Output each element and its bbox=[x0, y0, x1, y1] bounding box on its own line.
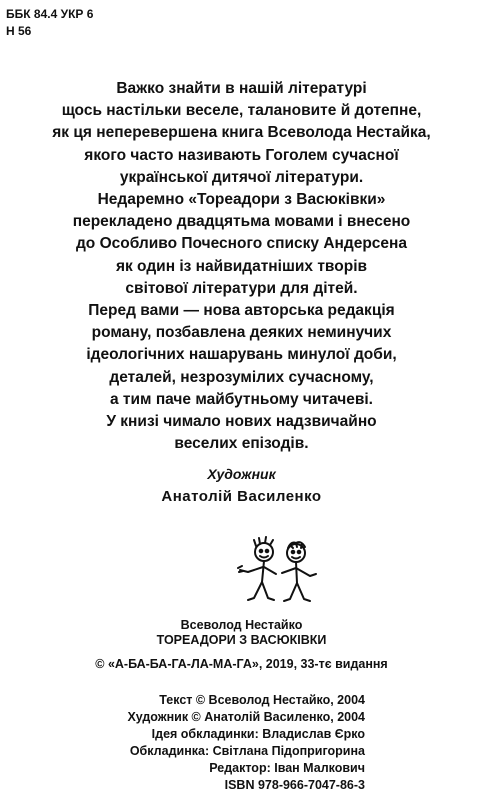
copyright-block bbox=[128, 692, 365, 794]
annotation-line: деталей, незрозумілих сучасному, bbox=[109, 368, 374, 386]
annotation-line: до Особливо Почесного списку Андерсена bbox=[75, 235, 408, 253]
illustrator-name: Анатолій Василенко bbox=[161, 488, 322, 505]
copyright-line: Редактор: Іван Малкович bbox=[209, 761, 365, 775]
annotation-line: перекладено двадцятьма мовами і внесено bbox=[72, 213, 411, 231]
annotation-line: роману, позбавлена деяких неминучих bbox=[91, 324, 392, 342]
bbk-code: ББК 84.4 УКР 6 bbox=[6, 7, 94, 21]
annotation-line: веселих епізодів. bbox=[174, 435, 309, 453]
author-name: Всеволод Нестайко bbox=[180, 618, 303, 632]
classification-codes bbox=[6, 6, 93, 40]
annotation-line: ідеологічних нашарувань минулої доби, bbox=[86, 346, 397, 364]
book-title: ТОРЕАДОРИ З ВАСЮКІВКИ bbox=[156, 633, 327, 647]
annotation-line: якого часто називають Гоголем сучасної bbox=[84, 146, 399, 164]
book-annotation bbox=[0, 78, 483, 455]
copyright-line: Ідея обкладинки: Владислав Єрко bbox=[151, 727, 365, 741]
annotation-line: як один із найвидатніших творів bbox=[115, 257, 368, 275]
illustrator-role: Художник bbox=[207, 466, 276, 482]
book-credits bbox=[0, 618, 483, 672]
annotation-line: Важко знайти в нашій літературі bbox=[116, 80, 367, 97]
annotation-line: Недаремно «Тореадори з Васюківки» bbox=[97, 191, 386, 209]
udc-code: Н 56 bbox=[6, 24, 32, 38]
two-boys-logo-icon bbox=[236, 536, 322, 608]
annotation-line: Перед вами — нова авторська редакція bbox=[88, 302, 395, 320]
annotation-line: У книзі чимало нових надзвичайно bbox=[106, 413, 377, 431]
annotation-line: а тим паче майбутньому читачеві. bbox=[110, 390, 373, 408]
isbn: ISBN 978-966-7047-86-3 bbox=[224, 778, 365, 792]
annotation-line: як ця неперевершена книга Всеволода Нестайка, bbox=[52, 124, 431, 142]
publisher-line: © «А-БА-БА-ГА-ЛА-МА-ГА», 2019, 33-тє видання bbox=[95, 657, 388, 671]
annotation-line: щось настільки веселе, талановите й дотепне, bbox=[61, 102, 422, 120]
annotation-line: світової літератури для дітей. bbox=[125, 279, 358, 297]
copyright-line: Художник © Анатолій Василенко, 2004 bbox=[127, 710, 365, 724]
copyright-line: Обкладинка: Світлана Підопригорина bbox=[129, 744, 365, 758]
annotation-line: української дитячої літератури. bbox=[119, 168, 364, 186]
copyright-line: Текст © Всеволод Нестайко, 2004 bbox=[159, 693, 365, 707]
